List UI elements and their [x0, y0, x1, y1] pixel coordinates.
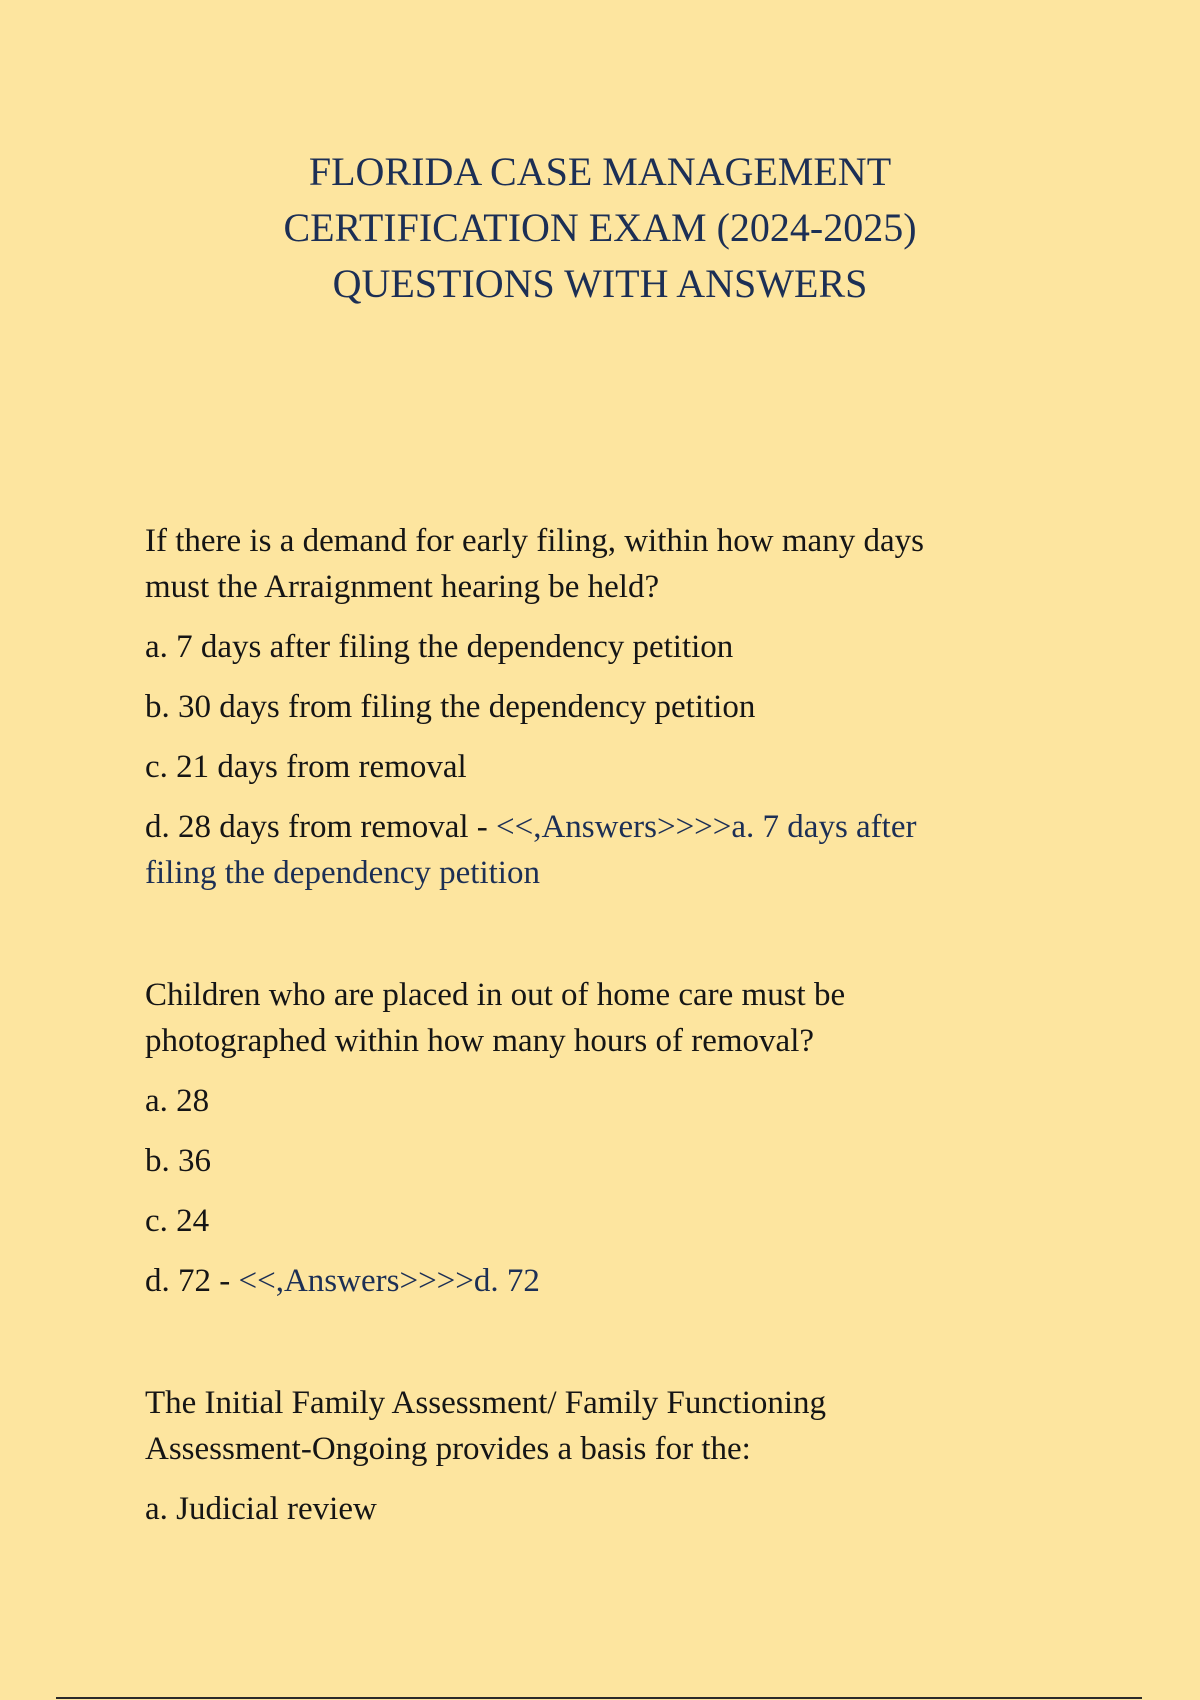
footer-divider	[56, 1697, 1142, 1699]
question-line: photographed within how many hours of removal?	[145, 1023, 815, 1059]
document-title	[0, 144, 1200, 312]
answer-text: <<,Answers>>>>a. 7 days after	[496, 809, 917, 845]
question-text	[145, 1380, 1045, 1472]
question-block-2	[145, 972, 1045, 1304]
title-line-3: QUESTIONS WITH ANSWERS	[332, 261, 868, 306]
answer-text: <<,Answers>>>>d. 72	[238, 1263, 540, 1299]
option-a: a. 28	[145, 1083, 210, 1119]
option-d: d. 72 -	[145, 1263, 239, 1299]
option-c: c. 24	[145, 1203, 210, 1239]
questions-list	[145, 518, 1045, 1532]
question-line: Assessment-Ongoing provides a basis for the:	[145, 1431, 751, 1467]
question-text	[145, 518, 1045, 610]
question-line: The Initial Family Assessment/ Family Functioning	[145, 1385, 827, 1421]
question-line: If there is a demand for early filing, within how many days	[145, 523, 924, 559]
question-block-3	[145, 1380, 1045, 1532]
question-block-1	[145, 518, 1045, 896]
question-line: must the Arraignment hearing be held?	[145, 569, 660, 605]
title-line-1: FLORIDA CASE MANAGEMENT	[308, 149, 892, 194]
option-d: d. 28 days from removal -	[145, 809, 496, 845]
question-text	[145, 972, 1045, 1064]
answer-text-continued: filing the dependency petition	[145, 855, 540, 891]
option-b: b. 36	[145, 1143, 211, 1179]
title-line-2: CERTIFICATION EXAM (2024-2025)	[283, 205, 917, 250]
option-a: a. Judicial review	[145, 1491, 377, 1527]
question-line: Children who are placed in out of home care must be	[145, 977, 846, 1013]
option-c: c. 21 days from removal	[145, 749, 467, 785]
option-b: b. 30 days from filing the dependency petition	[145, 689, 756, 725]
option-d-with-answer	[145, 1258, 1045, 1304]
option-a: a. 7 days after filing the dependency petition	[145, 629, 734, 665]
option-d-with-answer	[145, 804, 1045, 896]
